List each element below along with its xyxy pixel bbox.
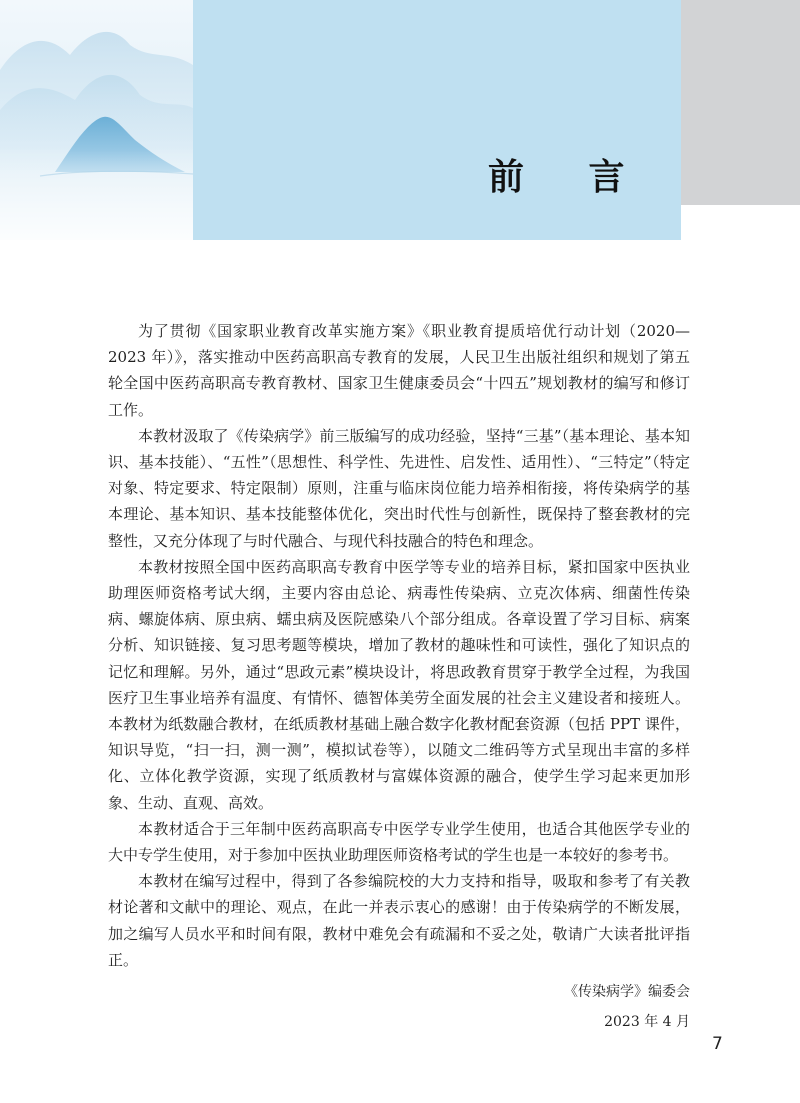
header-title-band <box>193 0 681 240</box>
preface-body <box>108 318 690 973</box>
paragraph-3: 本教材按照全国中医药高职高专教育中医学等专业的培养目标，紧扣国家中医执业助理医师资格考试大纲，主要内容由总论、病毒性传染病、立克次体病、细菌性传染病、螺旋体病、原虫病、蠕虫病及医院感染八个部分组成。各章设置了学习目标、病案分析、知识链接、复习思考题等模块，增加了教材的趣味性和可读性，强化了知识点的记忆和理解。另外，通过“思政元素”模块设计，将思政教育贯穿于教学全过程，为我国医疗卫生事业培养有温度、有情怀、德智体美劳全面发展的社会主义建设者和接班人。本教材为纸数融合教材，在纸质教材基础上融合数字化教材配套资源（包括 PPT 课件，知识导览，“扫一扫，测一测”，模拟试卷等），以随文二维码等方式呈现出丰富的多样化、立体化教学资源，实现了纸质教材与富媒体资源的融合，使学生学习起来更加形象、生动、直观、高效。 <box>108 557 690 812</box>
paragraph-5: 本教材在编写过程中，得到了各参编院校的大力支持和指导，吸取和参考了有关教材论著和文献中的理论、观点，在此一并表示衷心的感谢！由于传染病学的不断发展，加之编写人员水平和时间有限，教材中难免会有疏漏和不妥之处，敬请广大读者批评指正。 <box>108 872 690 969</box>
page-number: 7 <box>712 1034 723 1054</box>
signature-block <box>564 977 690 1037</box>
header-landscape-art <box>0 0 193 240</box>
paragraph-2: 本教材汲取了《传染病学》前三版编写的成功经验，坚持“三基”（基本理论、基本知识、基本技能）、“五性”（思想性、科学性、先进性、启发性、适用性）、“三特定”（特定对象、特定要求、特定限制）原则，注重与临床岗位能力培养相衔接，将传染病学的基本理论、基本知识、基本技能整体优化，突出时代性与创新性，既保持了整套教材的完整性，又充分体现了与时代融合、与现代科技融合的特色和理念。 <box>108 426 690 550</box>
mountain-landscape-icon <box>0 0 193 240</box>
paragraph-4: 本教材适合于三年制中医药高职高专中医学专业学生使用，也适合其他医学专业的大中专学生使用，对于参加中医执业助理医师资格考试的学生也是一本较好的参考书。 <box>108 819 690 865</box>
signature-author: 《传染病学》编委会 <box>564 984 690 1000</box>
signature-date: 2023 年 4 月 <box>604 1014 690 1030</box>
header-gray-block <box>681 0 800 205</box>
paragraph-1: 为了贯彻《国家职业教育改革实施方案》《职业教育提质培优行动计划（2020—2023 年）》，落实推动中医药高职高专教育的发展，人民卫生出版社组织和规划了第五轮全国中医药高职高专教育教材、国家卫生健康委员会“十四五”规划教材的编写和修订工作。 <box>108 322 690 419</box>
page-title: 前 言 <box>488 156 651 198</box>
